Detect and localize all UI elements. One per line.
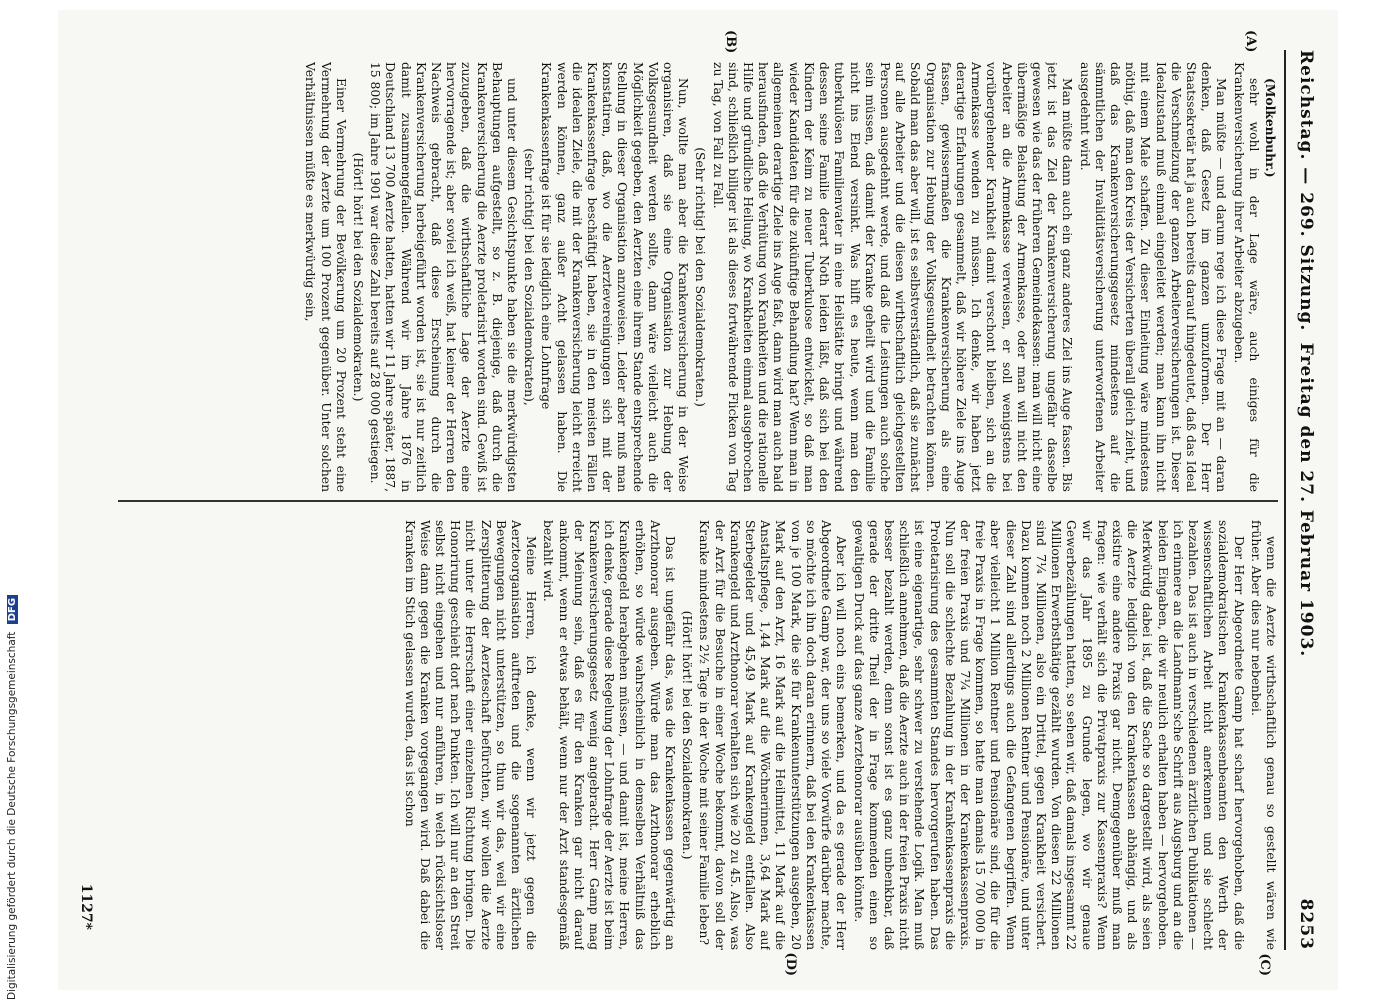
margin-mark-c: (C) bbox=[1257, 953, 1272, 976]
interjection: (Hört! hört! bei den Sozialdemokraten.) bbox=[351, 152, 366, 402]
dfg-logo: DFG bbox=[7, 595, 18, 624]
document-page bbox=[58, 10, 1338, 990]
header-date: Freitag den 27. Februar 1903. bbox=[1296, 342, 1316, 658]
paragraph: Man müßte — und darum rege ich diese Frage mit an — daran denken, daß Gesetz im ganzen umzuformen. Der Herr Staatssekretär hat ja auch bereits darauf hingedeutet, daß das Ideal die Verschmelzung der ganzen Arbeiterversicherungen ist. Dieser Idealzustand muß einmal eingeleitet werden; man kann ihn nicht mit einem Male schaffen. Zu dieser Einleitung wäre mindestens nöthig, daß man den Kreis der Versicherten überall gleich zieht, und daß das Krankenversicherungsgesetz mindestens auf die sämmtlichen der Invaliditätsversicherung unterworfenen Arbeiter ausgedehnt wird. bbox=[1077, 62, 1229, 492]
paragraph: Der Herr Abgeordnete Gamp hat scharf hervorgehoben, daß die sozialdemokratischen Krankenkassenbeamten den Werth der wissenschaftlichen Arbeit nicht anerkennen und sie schlecht bezahlen. Das ist auch in verschiedenen ärztlichen Publikationen — ich erinnere an die Landmann'sche Schrift aus Augsburg und an die beiden Eingaben, die wir neulich erhalten haben — hervorgehoben. Merkwürdig dabei ist, daß die Sache so dargestellt wird, als seien die Aerzte lediglich von den Krankenkassen abhängig, und als existire eine andere Praxis gar nicht. Demgegenüber muß man fragen: wie verhält sich die Privatpraxis zur Kassenpraxis? Wenn wir das Jahr 1895 zu Grunde legen, wo wir genaue Gewerbezählungen hatten, so sehen wir, daß damals insgesammt 22 Millionen Erwerbsthätige gezählt wurden. Von diesen 22 Millionen sind 7¼ Millionen, also ein Drittel, gegen Krankheit versichert. Dazu kommen noch 2 Millionen Rentner und Pensionäre, und unter dieser Zahl sind allerdings auch die Gefangenen begriffen. Wenn aber vielleicht 1 Million Rentner und Pensionäre sind, die für die freie Praxis in Frage kommen, so hatte man damals 15 700 000 in der freien Praxis und 7¼ Millionen in der Krankenkassenpraxis. Nun soll die schlechte Bezahlung in der Krankenkassenpraxis die Proletarisirung des gesammten Standes hervorgerufen haben. Das ist eine eigenartige, sehr schwer zu verstehende Logik. Man muß schließlich annehmen, daß die Aerzte auch in der freien Praxis nicht besser bezahlt werden, denn sonst ist es ganz unbenkbar, daß gerade der dritte Theil der in Frage kommenden einen so gewaltigen Druck auf das ganze Aerztehonorar ausüben könnte. bbox=[851, 520, 1246, 950]
paragraph: sehr wohl in der Lage wäre, auch einiges für die Krankenversicherung ihrer Arbeiter abzugeben. bbox=[1231, 62, 1261, 492]
column-divider bbox=[118, 500, 1278, 502]
header-rule bbox=[1284, 50, 1286, 950]
margin-mark-a: (A) bbox=[1243, 30, 1258, 53]
page-header bbox=[1290, 50, 1316, 950]
digitization-credit bbox=[6, 0, 20, 1000]
paragraph: Meine Herren, ich denke, wenn wir jetzt gegen die Aerzteorganisation auftreten und die sogenannten ärztlichen Bewegungen nicht unterstützen, so thun wir das, weil wir eine Zersplitterung der Aerzteschaft befürchten, wir wollen die Aerzte nicht unter die Herrschaft einer einzelnen Richtung bringen. Die Honorirung geschieht dort nach Punkten. Ich will nur an den Streit selbst nicht eingehen und nur anführen, in welch rücksichtsloser Weise dann gegen die Kranken vorgegangen wird. Daß dabei die Kranken im Stich gelassen wurden, das ist schon bbox=[402, 520, 539, 950]
margin-mark-b: (B) bbox=[723, 30, 738, 54]
left-column bbox=[108, 62, 1278, 492]
credit-text: Digitalisierung gefördert durch die Deutsche Forschungsgemeinschaft bbox=[6, 631, 18, 1000]
paragraph: Aber ich will noch eins bemerken, und da es gerade der Herr Abgeordnete Gamp war, der uns so viele Vorwürfe darüber machte, so möchte ich ihn doch daran erinnern, daß bei den Krankenkassen von je 100 Mark, die sie für Krankenunterstützungen ausgeben, 20 Mark auf den Arzt, 16 Mark auf die Heilmittel, 11 Mark auf die Anstaltspflege, 1,44 Mark auf die Wöchnerinnen, 3,64 Mark auf Sterbegelder und 45,49 Mark auf Krankengeld entfallen. Also Krankengeld und Arzthonorar verhalten sich wie 20 zu 45. Also, was der Arzt für die Besuche in einer Woche bekommt, davon soll der Kranke mindestens 2½ Tage in der Woche mit seiner Familie leben? bbox=[697, 520, 849, 950]
page-number: 8253 bbox=[1296, 898, 1316, 950]
margin-mark-d: (D) bbox=[783, 952, 798, 976]
speaker-name: (Molkenbuhr.) bbox=[1263, 78, 1278, 178]
paragraph: und unter diesem Gesichtspunkte haben sie die merkwürdigsten Behauptungen aufgestellt, so z. B. diejenige, daß durch die Krankenversicherung die Aerzte proletarisirt worden sind. Gewiß ist zuzugeben, daß die wirthschaftliche Lage der Aerzte eine hervorragende ist; aber soviel ich weiß, hat keiner der Herren den Nachweis gebracht, daß diese Erscheinung durch die Krankenversicherung herbeigeführt worden ist, sie ist nur zeitlich damit zusammengefallen. Während wir im Jahre 1876 in Deutschland 13 700 Aerzte hatten, hatten wir 11 Jahre später, 1887, 15 800; im Jahre 1901 war diese Zahl bereits auf 28 000 gestiegen. bbox=[368, 62, 520, 492]
interjection: (Hört! hört! bei den Sozialdemokraten.) bbox=[680, 610, 695, 860]
sheet-signature: 1127* bbox=[78, 883, 94, 930]
interjection: (sehr richtig! bei den Sozialdemokraten), bbox=[522, 148, 537, 406]
paragraph: Einer Vermehrung der Bevölkerung um 20 Prozent steht eine Vermehrung der Aerzte um 100 Prozent gegenüber. Unter solchen Verhältnissen müßte es merkwürdig sein, bbox=[303, 62, 348, 492]
paragraph: Das ist ungefähr das, was die Krankenkassen gegenwärtig an Arzthonorar ausgeben. Würde man das Arzthonorar erheblich erhöhen, so würde wahrscheinlich in demselben Verhältniß das Krankengeld herabgehen müssen, — und damit ist, meine Herren, ich denke, gerade diese Regelung der Lohnfrage der Aerzte ist beim Krankenversicherungsgesetz wenig angebracht. Herr Gamp mag der Meinung sein, daß es für den Kranken gar nicht darauf ankommt, wenn er etwas behält, wenn nur der Arzt standesgemäß bezahlt wird. bbox=[541, 520, 678, 950]
interjection: (Sehr richtig! bei den Sozialdemokraten.) bbox=[693, 147, 708, 407]
paragraph: Man müßte dann auch ein ganz anderes Ziel ins Auge fassen. Bis jetzt ist das Ziel der Krankenversicherung ungefähr dasselbe gewesen wie das der früheren Gemeindekassen: man will nicht eine übermäßige Belastung der Armenkasse, oder man will nicht den Arbeiter an die Armenkasse verweisen, er soll wenigstens bei vorübergehender Krankheit damit verschont bleiben, sich an die Armenkasse wenden zu müssen. Ich denke, wir haben jetzt derartige Erfahrungen gesammelt, daß wir höhere Ziele ins Auge fassen, gewissermaßen die Krankenversicherung als eine Organisation zur Hebung der Volksgesundheit betrachten können. Sobald man das aber will, ist es selbstverständlich, daß sie zunächst auf alle Arbeiter und die diesen wirthschaftlich gleichgestellten Personen ausgedehnt werde, und daß die Leistungen auch solche sein müssen, daß damit der Kranke geheilt wird und die Familie nicht ins Elend versinkt. Was hilft es heute, wenn man den tuberkulösen Familienvater in eine Heilstätte bringt und während dessen seine Familie derart Noth leiden läßt, daß sich bei den Kindern der Keim zu neuer Tuberkulose entwickelt, so daß man wieder Kandidaten für die zukünftige Behandlung hat? Wenn man in allgemeinen derartige Ziele ins Auge faßt, dann wird man auch bald herausfinden, daß die Verhütung von Krankheiten und die rationelle Hilfe und gründliche Heilung, wo Krankheiten einmal ausgebrochen sind, schließlich billiger ist als dieses fortwährende Flicken von Tag zu Tag, von Fall zu Fall. bbox=[710, 62, 1075, 492]
paragraph: Nun, wollte man aber die Krankenversicherung in der Weise organisiren, daß sie eine Organisation zur Hebung der Volksgesundheit werden sollte, dann wäre vielleicht auch die Möglichkeit gegeben, den Aerzten eine ihrem Stande entsprechende Stellung in dieser Organisation anzuweisen. Leider aber muß man konstatiren, daß, wo die Aerztevereinigungen sich mit der Krankenkassenfrage beschäftigt haben, sie in den meisten Fällen die idealen Ziele, die mit der Krankenversicherung leicht erreicht werden können, ganz außer Acht gelassen haben. Die Krankenkassenfrage ist für sie lediglich eine Lohnfrage bbox=[539, 62, 691, 492]
paragraph: wenn die Aerzte wirthschaftlich genau so gestellt wären wie früher. Aber dies nur nebenbei. bbox=[1248, 520, 1278, 950]
right-column bbox=[108, 520, 1278, 950]
header-left: Reichstag. — 269. Sitzung. bbox=[1296, 50, 1316, 332]
